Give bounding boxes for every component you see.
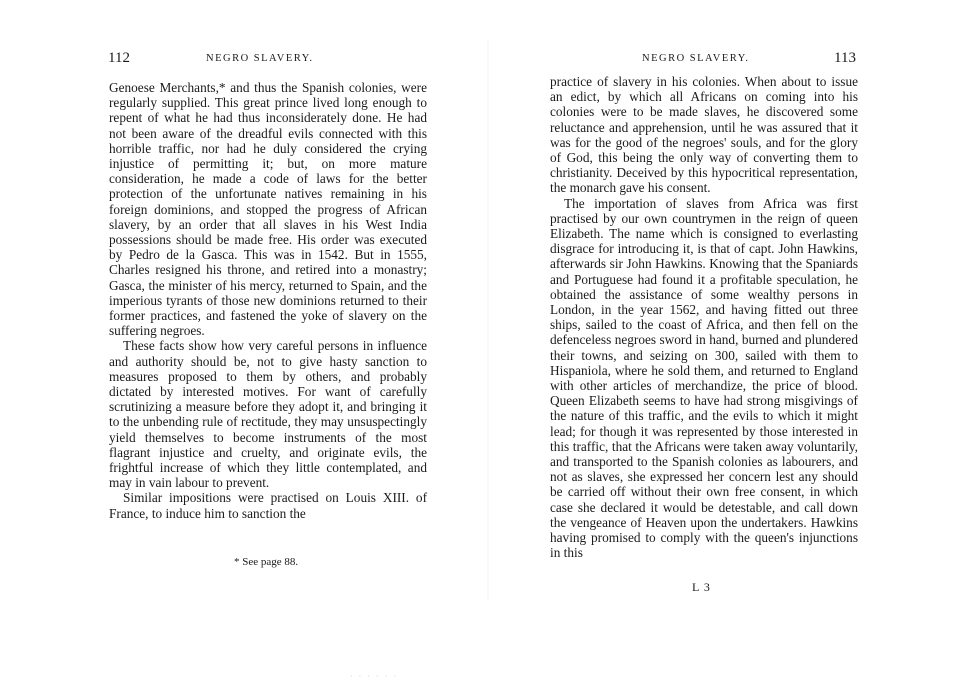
right-running-title: NEGRO SLAVERY. — [642, 53, 750, 64]
left-paragraph: These facts show how very careful persons in influence and authority should be, not to give hasty sanction to measures proposed to them by others, and probably dictated by interested motives. For want of carefully scrutinizing a measure before they adopt it, and bringing it to the unbending rule of rectitude, they may unsuspectingly yield themselves to become instruments of the most flagrant injustice and cruelty, and originate evils, the frightful increase of which they little contemplated, and may in vain labour to prevent. — [109, 338, 427, 491]
left-page-header — [108, 50, 438, 70]
left-running-title: NEGRO SLAVERY. — [206, 53, 314, 64]
left-page-number: 112 — [108, 50, 130, 66]
left-paragraph: Genoese Merchants,* and thus the Spanish colonies, were regularly supplied. This great prince lived long enough to repent of what he had thus inconsiderately done. He had not been aware of the dreadful evils connected with this horrible traffic, nor had he duly considered the crying injustice of permitting it; but, on more mature consideration, he made a code of laws for the better protection of the unfortunate natives remaining in his foreign dominions, and stopped the progress of African slavery, by an order that all slaves in his West India possessions should be made free. His order was executed by Pedro de la Gasca. This was in 1542. But in 1555, Charles resigned his throne, and retired into a monastry; Gasca, the minister of his mercy, returned to Spain, and the imperious tyrants of those new dominions returned to their former practices, and fastened the yoke of slavery on the suffering negroes. — [109, 80, 427, 339]
scan-marks: · · · · · · — [350, 672, 398, 681]
right-paragraph: practice of slavery in his colonies. When about to issue an edict, by which all Africans on coming into his colonies were to be made slaves, he discovered some reluctance and apprehension, until he was assured that it was for the good of the negroes' souls, and for the glory of God, this being the only way of converting them to christianity. Deceived by this hypocritical representation, the monarch gave his consent. — [550, 74, 858, 196]
right-paragraph: The importation of slaves from Africa was first practised by our own countrymen in the reign of queen Elizabeth. The name which is consigned to everlasting disgrace for introducing it, is that of capt. John Hawkins, afterwards sir John Hawkins. Knowing that the Spaniards and Portuguese had found it a profitable speculation, he obtained the assistance of some wealthy persons in London, in the year 1562, and having fitted out three ships, sailed to the coast of Africa, and then fell on the defenceless negroes sword in hand, burned and plundered their towns, and seizing on 300, sailed with them to Hispaniola, where he sold them, and returned to England with other articles of merchandize, the price of blood. Queen Elizabeth seems to have had strong misgivings of the nature of this traffic, and the evils to which it might lead; for though it was represented by those interested in this traffic, that the Africans were taken away voluntarily, and transported to the Spanish colonies as labourers, and not as slaves, she expressed her concern lest any should be carried off without their own free consent, in which case she declared it would be detestable, and call down the vengeance of Heaven upon the undertakers. Hawkins having promised to comply with the queen's injunctions in this — [550, 195, 858, 561]
right-page-number: 113 — [834, 50, 856, 66]
signature-mark: L 3 — [692, 580, 711, 594]
right-page — [490, 0, 980, 689]
book-gutter — [487, 40, 489, 600]
right-page-header — [550, 50, 856, 70]
left-paragraph: Similar impositions were practised on Louis XIII. of France, to induce him to sanction the — [109, 490, 427, 521]
left-body-text — [109, 80, 427, 521]
footnote: * See page 88. — [234, 556, 299, 568]
right-body-text — [550, 74, 858, 561]
